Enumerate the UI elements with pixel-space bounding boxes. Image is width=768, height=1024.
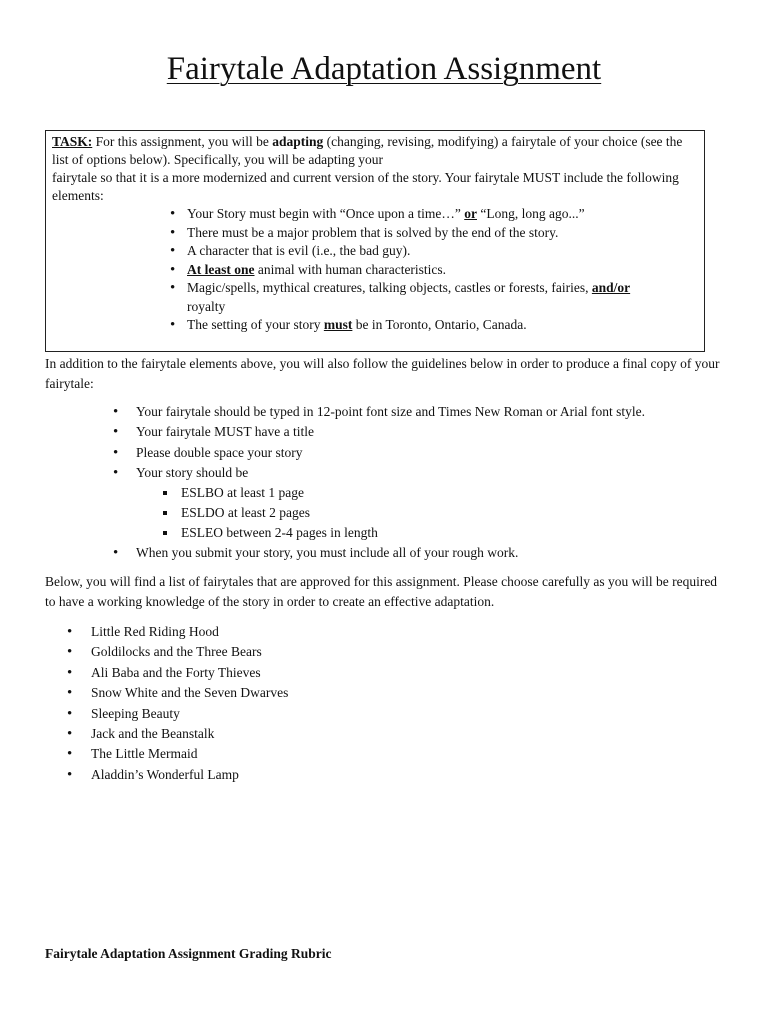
- list-item: • Little Red Riding Hood: [45, 622, 288, 642]
- element-emphasis: and/or: [591, 280, 631, 295]
- element-emphasis: At least one: [187, 261, 255, 277]
- sub-list-item: ESLBO at least 1 page: [136, 483, 725, 503]
- page-length-sublist: [136, 483, 725, 543]
- list-item: • Snow White and the Seven Dwarves: [45, 683, 288, 703]
- list-item: • Ali Baba and the Forty Thieves: [45, 663, 288, 683]
- task-intro-continued: fairytale so that it is a more modernized and current version of the story. Your fairytale MUST include the following elements:: [52, 170, 679, 203]
- list-item: • There must be a major problem that is solved by the end of the story.: [52, 224, 698, 243]
- list-item: [52, 205, 698, 224]
- task-label: TASK:: [52, 134, 93, 149]
- list-item: • Jack and the Beanstalk: [45, 724, 288, 744]
- list-item-text: Your story should be: [136, 464, 249, 480]
- list-item: • Your fairytale should be typed in 12-point font size and Times New Roman or Arial font style.: [45, 402, 725, 422]
- guidelines-intro: In addition to the fairytale elements above, you will also follow the guidelines below in order to produce a final copy of your fairytale:: [45, 356, 720, 391]
- task-intro-text-2: (changing, revising, modifying) a fairytale of your choice (see the list of options below). Specifically, you will be adapting your: [52, 134, 683, 167]
- element-text: animal with human characteristics.: [254, 261, 447, 277]
- sub-list-item: ESLEO between 2-4 pages in length: [136, 523, 725, 543]
- element-text: The setting of your story: [187, 317, 324, 332]
- task-intro: [52, 133, 698, 169]
- element-text: be in Toronto, Ontario, Canada.: [352, 317, 527, 332]
- list-item: • A character that is evil (i.e., the bad guy).: [52, 242, 698, 261]
- element-text: Magic/spells, mythical creatures, talking objects, castles or forests, fairies,: [187, 280, 592, 295]
- list-item: [52, 261, 698, 280]
- task-box: [45, 130, 705, 352]
- list-item: • Goldilocks and the Three Bears: [45, 642, 288, 662]
- rubric-heading: Fairytale Adaptation Assignment Grading Rubric: [45, 946, 332, 961]
- list-item: • Aladdin’s Wonderful Lamp: [45, 765, 288, 785]
- element-text: Your Story must begin with “Once upon a time…”: [187, 206, 465, 221]
- element-text: “Long, long ago...”: [476, 206, 585, 221]
- list-item: [52, 279, 698, 316]
- task-intro-bold: adapting: [272, 134, 324, 149]
- list-item: • Sleeping Beauty: [45, 704, 288, 724]
- list-item: • When you submit your story, you must include all of your rough work.: [45, 543, 725, 563]
- fairytales-intro: Below, you will find a list of fairytales that are approved for this assignment. Please choose carefully as you will be required to have a working knowledge of the story in order to create an effective adaptation.: [45, 574, 718, 609]
- sub-list-item: ESLDO at least 2 pages: [136, 503, 725, 523]
- fairytales-list: [45, 622, 288, 785]
- list-item: [45, 463, 725, 543]
- task-intro-text-1: For this assignment, you will be: [92, 134, 273, 149]
- guidelines-list: [45, 402, 725, 563]
- required-elements-list: [52, 205, 698, 335]
- page-title: Fairytale Adaptation Assignment: [166, 51, 602, 87]
- element-emphasis: must: [323, 317, 353, 332]
- list-item: • Your fairytale MUST have a title: [45, 422, 725, 442]
- list-item: • Please double space your story: [45, 443, 725, 463]
- list-item: • The Little Mermaid: [45, 744, 288, 764]
- element-emphasis: or: [464, 206, 477, 221]
- list-item: [52, 316, 698, 335]
- element-text: royalty: [187, 298, 226, 314]
